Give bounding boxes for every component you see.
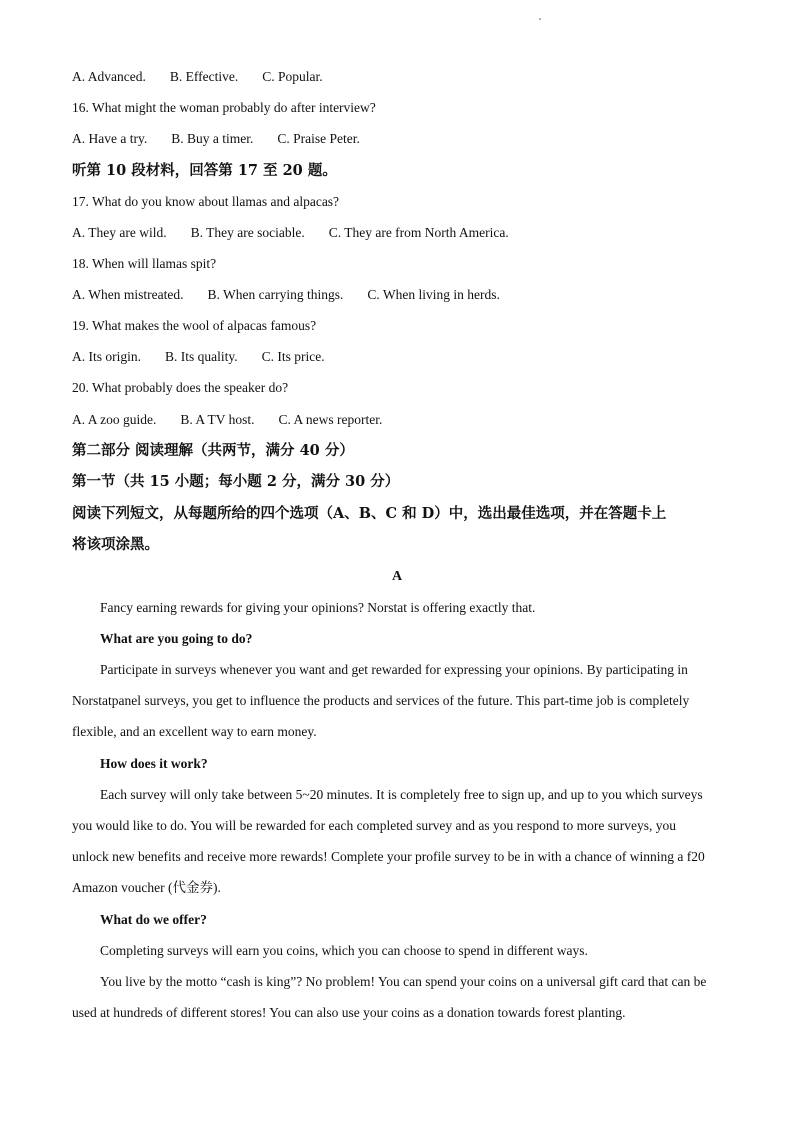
q16-options — [72, 123, 722, 154]
q19-option-c: C. Its price. — [261, 349, 325, 364]
q18-option-a: A. When mistreated. — [72, 287, 184, 302]
q16-option-c: C. Praise Peter. — [277, 131, 360, 146]
q17-option-a: A. They are wild. — [72, 225, 167, 240]
heading-what-do-we-offer: What do we offer? — [100, 912, 207, 927]
q16-option-a: A. Have a try. — [72, 131, 148, 146]
part2-heading: 第二部分 阅读理解（共两节，满分 40 分） — [72, 442, 354, 459]
paragraph2-line2: you would like to do. You will be rewarded for each completed survey and as you respond to more surveys, you — [72, 818, 676, 833]
q19-option-a: A. Its origin. — [72, 349, 141, 364]
q16-option-b: B. Buy a timer. — [171, 131, 254, 146]
q15-option-c: C. Popular. — [262, 69, 323, 84]
q17-options — [72, 217, 722, 248]
q15-option-b: B. Effective. — [169, 69, 239, 84]
heading-what-are-you-going-to-do: What are you going to do? — [100, 631, 253, 646]
paragraph4-line1: You live by the motto “cash is king”? No problem! You can spend your coins on a universal gift card that can be — [100, 974, 707, 989]
q15-options — [72, 61, 722, 92]
q15-option-a: A. Advanced. — [72, 69, 146, 84]
paragraph1-line2: Norstatpanel surveys, you get to influence the products and services of the future. This part-time job is completely — [72, 693, 690, 708]
q19-options — [72, 341, 722, 372]
q20-option-c: C. A news reporter. — [278, 412, 383, 427]
instructions-line1: 阅读下列短文，从每题所给的四个选项（A、B、C 和 D）中，选出最佳选项，并在答题卡上 — [72, 505, 667, 522]
q17-question: 17. What do you know about llamas and alpacas? — [72, 194, 340, 209]
heading-how-does-it-work: How does it work? — [100, 756, 208, 771]
q20-option-b: B. A TV host. — [180, 412, 255, 427]
q17-option-c: C. They are from North America. — [328, 225, 509, 240]
section1-heading: 第一节（共 15 小题；每小题 2 分，满分 30 分） — [72, 473, 400, 490]
passage-intro: Fancy earning rewards for giving your opinions? Norstat is offering exactly that. — [100, 600, 536, 615]
paragraph3: Completing surveys will earn you coins, which you can choose to spend in different ways. — [100, 943, 588, 958]
passage-label: A — [391, 569, 403, 584]
paragraph2-line3: unlock new benefits and receive more rewards! Complete your profile survey to be in with a chance of winning a f20 — [72, 849, 705, 864]
q20-options — [72, 404, 722, 435]
paragraph1-line3: flexible, and an excellent way to earn money. — [72, 724, 317, 739]
paragraph1-line1: Participate in surveys whenever you want and get rewarded for expressing your opinions. By participating in — [100, 662, 688, 677]
paragraph2-line1: Each survey will only take between 5~20 minutes. It is completely free to sign up, and up to you which surveys — [100, 787, 703, 802]
q17-option-b: B. They are sociable. — [190, 225, 305, 240]
q18-options — [72, 279, 722, 310]
paragraph2-line4: Amazon voucher (代金券). — [72, 880, 221, 895]
q19-question: 19. What makes the wool of alpacas famous? — [72, 318, 317, 333]
page-speck — [539, 18, 541, 20]
q18-question: 18. When will llamas spit? — [72, 256, 217, 271]
q16-question: 16. What might the woman probably do after interview? — [72, 100, 376, 115]
instructions-line2: 将该项涂黑。 — [72, 536, 159, 553]
q18-option-c: C. When living in herds. — [367, 287, 500, 302]
q20-question: 20. What probably does the speaker do? — [72, 380, 289, 395]
q19-option-b: B. Its quality. — [165, 349, 238, 364]
paragraph4-line2: used at hundreds of different stores! You can also use your coins as a donation towards forest planting. — [72, 1005, 626, 1020]
section10-heading: 听第 10 段材料，回答第 17 至 20 题。 — [72, 162, 337, 179]
q20-option-a: A. A zoo guide. — [72, 412, 157, 427]
q18-option-b: B. When carrying things. — [207, 287, 344, 302]
